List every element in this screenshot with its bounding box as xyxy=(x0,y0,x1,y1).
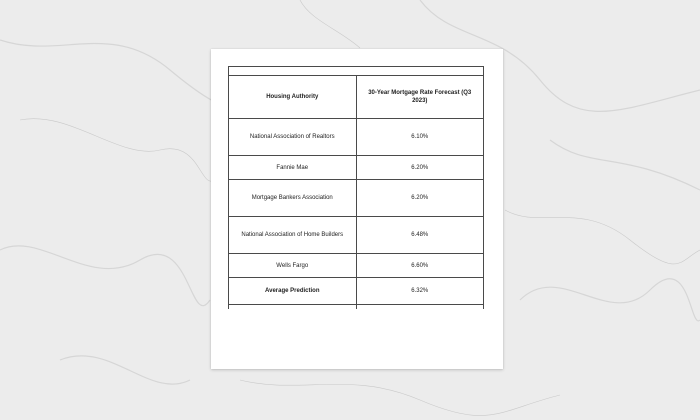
table-row xyxy=(229,180,484,217)
forecast-cell: 6.48% xyxy=(356,217,484,254)
average-value: 6.32% xyxy=(356,278,484,305)
mortgage-forecast-table xyxy=(228,66,484,309)
authority-cell: Mortgage Bankers Association xyxy=(229,180,357,217)
document-page xyxy=(211,49,503,369)
table-tail xyxy=(229,305,484,310)
table-row xyxy=(229,156,484,180)
header-rate-forecast: 30-Year Mortgage Rate Forecast (Q3 2023) xyxy=(356,76,484,119)
header-housing-authority: Housing Authority xyxy=(229,76,357,119)
forecast-cell: 6.60% xyxy=(356,254,484,278)
table-row xyxy=(229,217,484,254)
authority-cell: National Association of Realtors xyxy=(229,119,357,156)
forecast-cell: 6.10% xyxy=(356,119,484,156)
average-row xyxy=(229,278,484,305)
table-top-strip xyxy=(229,67,484,76)
forecast-cell: 6.20% xyxy=(356,180,484,217)
table-row xyxy=(229,119,484,156)
authority-cell: National Association of Home Builders xyxy=(229,217,357,254)
table-header-row xyxy=(229,76,484,119)
average-label: Average Prediction xyxy=(229,278,357,305)
forecast-cell: 6.20% xyxy=(356,156,484,180)
table-row xyxy=(229,254,484,278)
authority-cell: Fannie Mae xyxy=(229,156,357,180)
authority-cell: Wells Fargo xyxy=(229,254,357,278)
